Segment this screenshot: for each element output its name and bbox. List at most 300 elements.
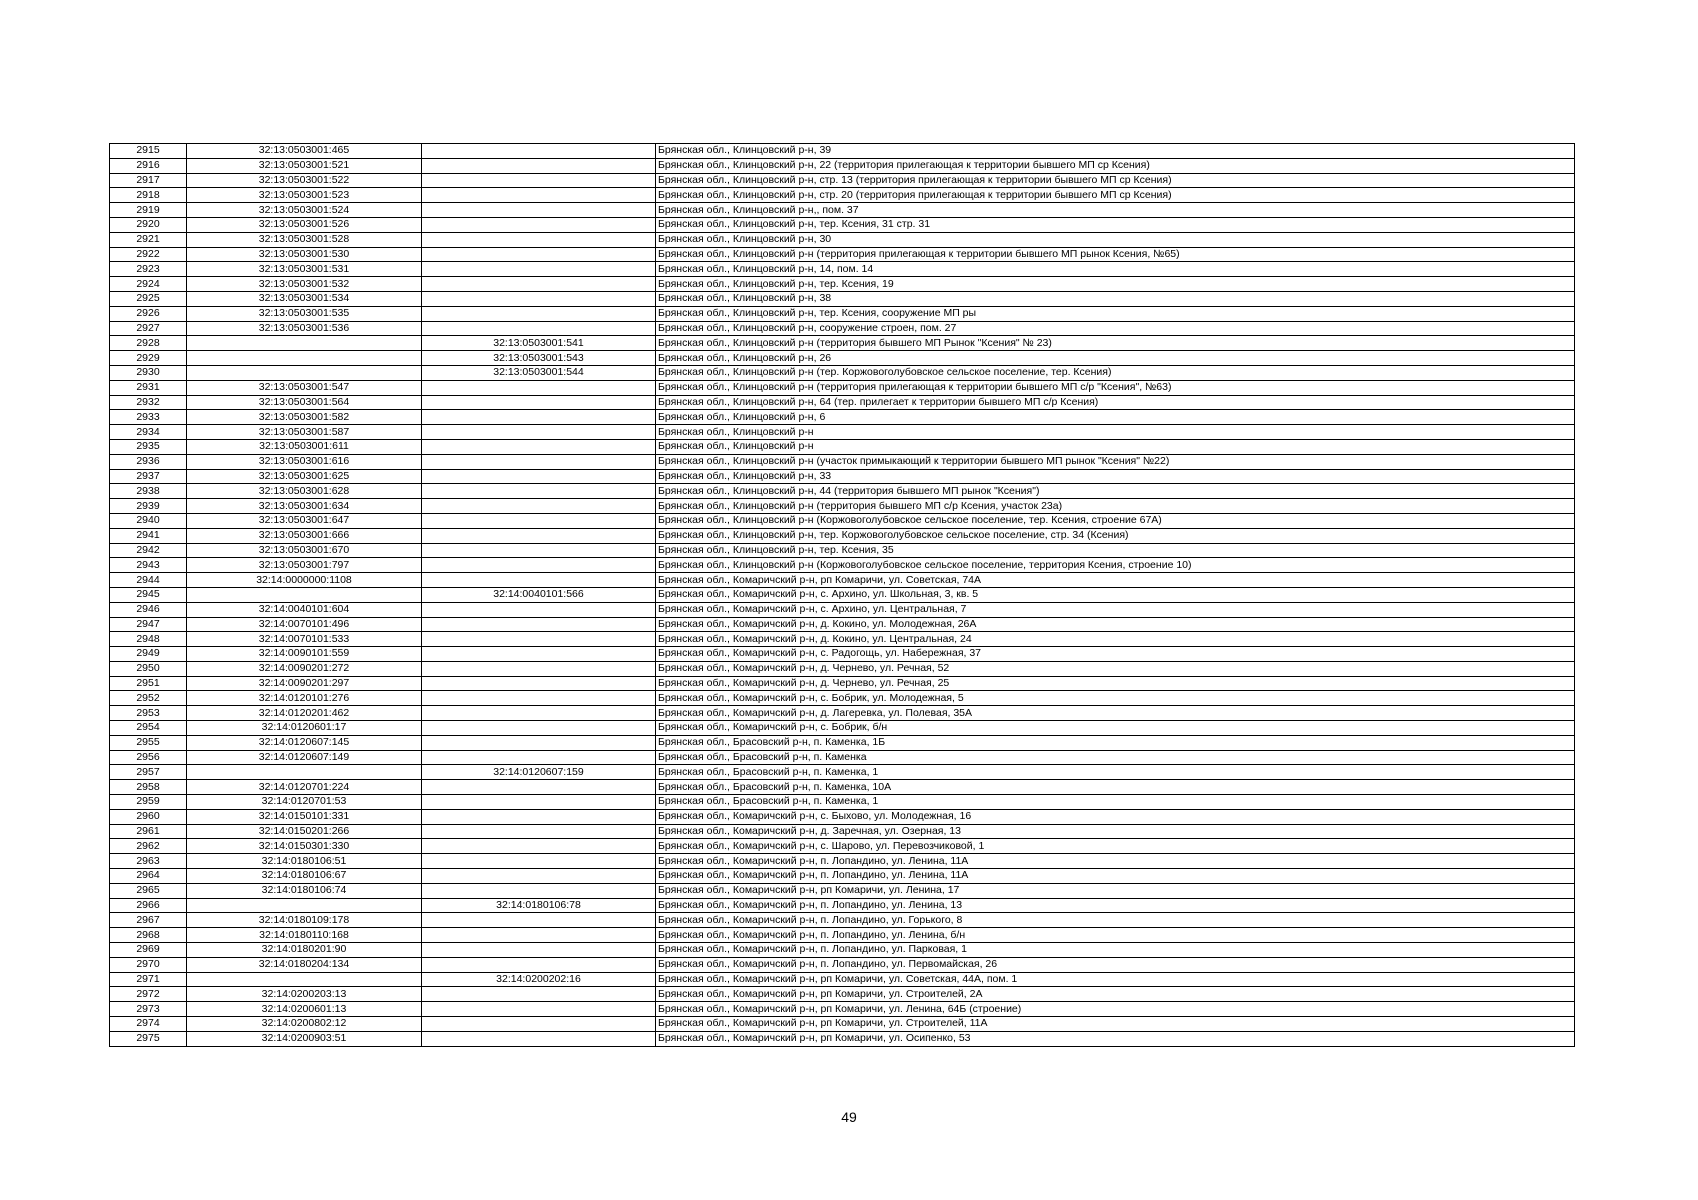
table-row	[110, 632, 1575, 647]
table-row	[110, 410, 1575, 425]
cadastral-number-cell: 32:14:0200802:12	[187, 1017, 422, 1032]
cadastral-number-cell: 32:13:0503001:465	[187, 144, 422, 159]
row-number-cell: 2971	[110, 972, 187, 987]
cadastral-number-alt-cell	[422, 691, 656, 706]
cadastral-number-alt-cell	[422, 277, 656, 292]
address-cell: Брянская обл., Комаричский р-н, п. Лопандино, ул. Ленина, 11А	[656, 854, 1575, 869]
row-number-cell: 2921	[110, 232, 187, 247]
cadastral-number-cell	[187, 972, 422, 987]
cadastral-number-cell: 32:14:0120101:276	[187, 691, 422, 706]
cadastral-number-cell	[187, 898, 422, 913]
table-row	[110, 869, 1575, 884]
cadastral-number-alt-cell	[422, 854, 656, 869]
row-number-cell: 2967	[110, 913, 187, 928]
row-number-cell: 2935	[110, 439, 187, 454]
cadastral-number-cell: 32:14:0090201:297	[187, 676, 422, 691]
cadastral-number-alt-cell	[422, 617, 656, 632]
table-row	[110, 883, 1575, 898]
cadastral-number-alt-cell	[422, 632, 656, 647]
cadastral-number-cell: 32:14:0150301:330	[187, 839, 422, 854]
table-row	[110, 839, 1575, 854]
table-row	[110, 987, 1575, 1002]
address-cell: Брянская обл., Комаричский р-н, с. Быхово, ул. Молодежная, 16	[656, 809, 1575, 824]
row-number-cell: 2940	[110, 513, 187, 528]
cadastral-number-alt-cell	[422, 513, 656, 528]
cadastral-number-cell: 32:14:0040101:604	[187, 602, 422, 617]
address-cell: Брянская обл., Комаричский р-н, с. Бобрик, ул. Молодежная, 5	[656, 691, 1575, 706]
cadastral-number-alt-cell	[422, 528, 656, 543]
address-cell: Брянская обл., Клинцовский р-н,, пом. 37	[656, 203, 1575, 218]
row-number-cell: 2952	[110, 691, 187, 706]
cadastral-number-alt-cell	[422, 484, 656, 499]
cadastral-number-cell: 32:14:0180106:67	[187, 869, 422, 884]
cadastral-number-cell: 32:13:0503001:797	[187, 558, 422, 573]
address-cell: Брянская обл., Клинцовский р-н, 44 (территория бывшего МП рынок "Ксения")	[656, 484, 1575, 499]
address-cell: Брянская обл., Комаричский р-н, д. Чернево, ул. Речная, 52	[656, 661, 1575, 676]
row-number-cell: 2965	[110, 883, 187, 898]
row-number-cell: 2958	[110, 780, 187, 795]
address-cell: Брянская обл., Комаричский р-н, рп Комаричи, ул. Ленина, 17	[656, 883, 1575, 898]
cadastral-number-cell: 32:13:0503001:647	[187, 513, 422, 528]
cadastral-number-cell: 32:14:0180106:74	[187, 883, 422, 898]
cadastral-number-cell: 32:14:0200903:51	[187, 1031, 422, 1046]
row-number-cell: 2953	[110, 706, 187, 721]
row-number-cell: 2962	[110, 839, 187, 854]
address-cell: Брянская обл., Клинцовский р-н (территория прилегающая к территории бывшего МП с/р "Ксения", №63)	[656, 380, 1575, 395]
row-number-cell: 2955	[110, 735, 187, 750]
cadastral-number-alt-cell	[422, 780, 656, 795]
row-number-cell: 2973	[110, 1002, 187, 1017]
table-row	[110, 291, 1575, 306]
row-number-cell: 2915	[110, 144, 187, 159]
cadastral-number-alt-cell	[422, 928, 656, 943]
table-row	[110, 824, 1575, 839]
cadastral-number-alt-cell	[422, 232, 656, 247]
cadastral-number-alt-cell	[422, 395, 656, 410]
address-cell: Брянская обл., Комаричский р-н, п. Лопандино, ул. Ленина, 11А	[656, 869, 1575, 884]
address-cell: Брянская обл., Комаричский р-н, д. Чернево, ул. Речная, 25	[656, 676, 1575, 691]
table-row	[110, 454, 1575, 469]
table-row	[110, 158, 1575, 173]
table-row	[110, 365, 1575, 380]
address-cell: Брянская обл., Клинцовский р-н, тер. Ксения, 31 стр. 31	[656, 217, 1575, 232]
row-number-cell: 2928	[110, 336, 187, 351]
row-number-cell: 2957	[110, 765, 187, 780]
address-cell: Брянская обл., Комаричский р-н, с. Архино, ул. Центральная, 7	[656, 602, 1575, 617]
cadastral-number-alt-cell: 32:14:0180106:78	[422, 898, 656, 913]
row-number-cell: 2932	[110, 395, 187, 410]
cadastral-number-alt-cell	[422, 158, 656, 173]
cadastral-number-cell: 32:13:0503001:536	[187, 321, 422, 336]
address-cell: Брянская обл., Клинцовский р-н	[656, 439, 1575, 454]
row-number-cell: 2938	[110, 484, 187, 499]
address-cell: Брянская обл., Клинцовский р-н (Коржовоголубовское сельское поселение, тер. Ксения, строение 67А)	[656, 513, 1575, 528]
address-cell: Брянская обл., Комаричский р-н, п. Лопандино, ул. Ленина, б/н	[656, 928, 1575, 943]
cadastral-number-alt-cell	[422, 883, 656, 898]
cadastral-number-alt-cell	[422, 469, 656, 484]
table-row	[110, 425, 1575, 440]
address-cell: Брянская обл., Клинцовский р-н, сооружение строен, пом. 27	[656, 321, 1575, 336]
row-number-cell: 2937	[110, 469, 187, 484]
table-row	[110, 854, 1575, 869]
address-cell: Брянская обл., Клинцовский р-н, 39	[656, 144, 1575, 159]
row-number-cell: 2925	[110, 291, 187, 306]
table-row	[110, 513, 1575, 528]
table-row	[110, 661, 1575, 676]
cadastral-number-cell: 32:13:0503001:526	[187, 217, 422, 232]
address-cell: Брянская обл., Клинцовский р-н, 30	[656, 232, 1575, 247]
cadastral-number-cell: 32:13:0503001:535	[187, 306, 422, 321]
table-row	[110, 706, 1575, 721]
row-number-cell: 2934	[110, 425, 187, 440]
address-cell: Брянская обл., Комаричский р-н, рп Комаричи, ул. Строителей, 2А	[656, 987, 1575, 1002]
row-number-cell: 2919	[110, 203, 187, 218]
cadastral-number-alt-cell: 32:14:0200202:16	[422, 972, 656, 987]
row-number-cell: 2948	[110, 632, 187, 647]
row-number-cell: 2923	[110, 262, 187, 277]
cadastral-number-alt-cell	[422, 987, 656, 1002]
cadastral-number-cell: 32:13:0503001:528	[187, 232, 422, 247]
row-number-cell: 2960	[110, 809, 187, 824]
cadastral-number-cell: 32:13:0503001:625	[187, 469, 422, 484]
cadastral-number-cell: 32:14:0180204:134	[187, 957, 422, 972]
address-cell: Брянская обл., Комаричский р-н, с. Архино, ул. Школьная, 3, кв. 5	[656, 587, 1575, 602]
table-row	[110, 1017, 1575, 1032]
table-row	[110, 173, 1575, 188]
table-row	[110, 499, 1575, 514]
table-row	[110, 795, 1575, 810]
table-row	[110, 1002, 1575, 1017]
cadastral-number-cell: 32:13:0503001:670	[187, 543, 422, 558]
row-number-cell: 2959	[110, 795, 187, 810]
table-row	[110, 691, 1575, 706]
table-row	[110, 676, 1575, 691]
row-number-cell: 2974	[110, 1017, 187, 1032]
address-cell: Брянская обл., Клинцовский р-н, 38	[656, 291, 1575, 306]
row-number-cell: 2931	[110, 380, 187, 395]
address-cell: Брянская обл., Комаричский р-н, д. Лагеревка, ул. Полевая, 35А	[656, 706, 1575, 721]
table-row	[110, 780, 1575, 795]
cadastral-number-alt-cell	[422, 809, 656, 824]
cadastral-number-cell: 32:13:0503001:534	[187, 291, 422, 306]
address-cell: Брянская обл., Комаричский р-н, с. Шарово, ул. Перевозчиковой, 1	[656, 839, 1575, 854]
address-cell: Брянская обл., Комаричский р-н, с. Радогощь, ул. Набережная, 37	[656, 647, 1575, 662]
cadastral-number-cell: 32:14:0180110:168	[187, 928, 422, 943]
table-row	[110, 721, 1575, 736]
cadastral-number-cell: 32:14:0120701:224	[187, 780, 422, 795]
row-number-cell: 2942	[110, 543, 187, 558]
address-cell: Брянская обл., Клинцовский р-н, стр. 13 (территория прилегающая к территории бывшего МП ср Ксения)	[656, 173, 1575, 188]
row-number-cell: 2949	[110, 647, 187, 662]
table-row	[110, 336, 1575, 351]
cadastral-number-alt-cell: 32:14:0120607:159	[422, 765, 656, 780]
address-cell: Брянская обл., Клинцовский р-н, стр. 20 (территория прилегающая к территории бывшего МП ср Ксения)	[656, 188, 1575, 203]
row-number-cell: 2969	[110, 943, 187, 958]
address-cell: Брянская обл., Комаричский р-н, п. Лопандино, ул. Первомайская, 26	[656, 957, 1575, 972]
table-row	[110, 262, 1575, 277]
table-row	[110, 144, 1575, 159]
address-cell: Брянская обл., Комаричский р-н, д. Кокино, ул. Молодежная, 26А	[656, 617, 1575, 632]
address-cell: Брянская обл., Клинцовский р-н, 22 (территория прилегающая к территории бывшего МП ср Ксения)	[656, 158, 1575, 173]
address-cell: Брянская обл., Комаричский р-н, д. Заречная, ул. Озерная, 13	[656, 824, 1575, 839]
table-row	[110, 647, 1575, 662]
row-number-cell: 2927	[110, 321, 187, 336]
row-number-cell: 2966	[110, 898, 187, 913]
table-row	[110, 617, 1575, 632]
cadastral-number-cell: 32:13:0503001:524	[187, 203, 422, 218]
cadastral-number-alt-cell	[422, 321, 656, 336]
cadastral-number-alt-cell	[422, 676, 656, 691]
table-row	[110, 469, 1575, 484]
table-row	[110, 321, 1575, 336]
address-cell: Брянская обл., Клинцовский р-н, 6	[656, 410, 1575, 425]
row-number-cell: 2951	[110, 676, 187, 691]
cadastral-number-alt-cell	[422, 943, 656, 958]
address-cell: Брянская обл., Комаричский р-н, рп Комаричи, ул. Осипенко, 53	[656, 1031, 1575, 1046]
address-cell: Брянская обл., Брасовский р-н, п. Каменка, 1Б	[656, 735, 1575, 750]
address-cell: Брянская обл., Клинцовский р-н (Коржовоголубовское сельское поселение, территория Ксения, строение 10)	[656, 558, 1575, 573]
cadastral-number-alt-cell	[422, 247, 656, 262]
address-cell: Брянская обл., Клинцовский р-н, 14, пом. 14	[656, 262, 1575, 277]
cadastral-number-cell: 32:13:0503001:587	[187, 425, 422, 440]
cadastral-number-alt-cell	[422, 188, 656, 203]
cadastral-number-cell: 32:14:0180106:51	[187, 854, 422, 869]
address-cell: Брянская обл., Брасовский р-н, п. Каменка, 10А	[656, 780, 1575, 795]
table-row	[110, 232, 1575, 247]
address-cell: Брянская обл., Клинцовский р-н, тер. Ксения, 19	[656, 277, 1575, 292]
row-number-cell: 2946	[110, 602, 187, 617]
cadastral-number-alt-cell	[422, 306, 656, 321]
address-cell: Брянская обл., Комаричский р-н, рп Комаричи, ул. Советская, 74А	[656, 573, 1575, 588]
cadastral-number-cell: 32:13:0503001:532	[187, 277, 422, 292]
address-cell: Брянская обл., Комаричский р-н, с. Бобрик, б/н	[656, 721, 1575, 736]
cadastral-number-cell: 32:14:0150201:266	[187, 824, 422, 839]
cadastral-number-alt-cell: 32:14:0040101:566	[422, 587, 656, 602]
row-number-cell: 2936	[110, 454, 187, 469]
table-row	[110, 928, 1575, 943]
cadastral-number-cell: 32:13:0503001:616	[187, 454, 422, 469]
cadastral-number-alt-cell	[422, 558, 656, 573]
cadastral-number-cell: 32:14:0090201:272	[187, 661, 422, 676]
cadastral-number-cell: 32:14:0090101:559	[187, 647, 422, 662]
row-number-cell: 2918	[110, 188, 187, 203]
row-number-cell: 2941	[110, 528, 187, 543]
cadastral-number-cell: 32:14:0120607:149	[187, 750, 422, 765]
table-row	[110, 203, 1575, 218]
address-cell: Брянская обл., Клинцовский р-н	[656, 425, 1575, 440]
cadastral-number-cell: 32:14:0150101:331	[187, 809, 422, 824]
address-cell: Брянская обл., Клинцовский р-н, 26	[656, 351, 1575, 366]
cadastral-number-alt-cell: 32:13:0503001:541	[422, 336, 656, 351]
address-cell: Брянская обл., Комаричский р-н, рп Комаричи, ул. Строителей, 11А	[656, 1017, 1575, 1032]
row-number-cell: 2922	[110, 247, 187, 262]
cadastral-number-cell: 32:13:0503001:523	[187, 188, 422, 203]
cadastral-number-cell: 32:13:0503001:521	[187, 158, 422, 173]
table-row	[110, 277, 1575, 292]
table-row	[110, 750, 1575, 765]
address-cell: Брянская обл., Комаричский р-н, п. Лопандино, ул. Парковая, 1	[656, 943, 1575, 958]
table-row	[110, 306, 1575, 321]
table-row	[110, 395, 1575, 410]
table-row	[110, 217, 1575, 232]
cadastral-number-alt-cell: 32:13:0503001:543	[422, 351, 656, 366]
cadastral-number-alt-cell	[422, 1017, 656, 1032]
cadastral-number-cell: 32:14:0120701:53	[187, 795, 422, 810]
row-number-cell: 2917	[110, 173, 187, 188]
table-row	[110, 573, 1575, 588]
table-row	[110, 543, 1575, 558]
cadastral-number-cell: 32:13:0503001:611	[187, 439, 422, 454]
cadastral-number-cell: 32:14:0120607:145	[187, 735, 422, 750]
row-number-cell: 2920	[110, 217, 187, 232]
row-number-cell: 2950	[110, 661, 187, 676]
cadastral-number-cell: 32:13:0503001:531	[187, 262, 422, 277]
cadastral-number-cell: 32:13:0503001:666	[187, 528, 422, 543]
cadastral-number-cell: 32:14:0000000:1108	[187, 573, 422, 588]
row-number-cell: 2933	[110, 410, 187, 425]
cadastral-number-cell: 32:14:0070101:496	[187, 617, 422, 632]
cadastral-number-alt-cell	[422, 735, 656, 750]
cadastral-number-alt-cell	[422, 824, 656, 839]
cadastral-number-cell: 32:14:0200601:13	[187, 1002, 422, 1017]
registry-table	[109, 143, 1575, 1047]
address-cell: Брянская обл., Клинцовский р-н (участок примыкающий к территории бывшего МП рынок "Ксения" №22)	[656, 454, 1575, 469]
row-number-cell: 2930	[110, 365, 187, 380]
row-number-cell: 2926	[110, 306, 187, 321]
row-number-cell: 2939	[110, 499, 187, 514]
table-row	[110, 765, 1575, 780]
table-row	[110, 735, 1575, 750]
cadastral-number-alt-cell	[422, 380, 656, 395]
cadastral-number-cell: 32:14:0120601:17	[187, 721, 422, 736]
address-cell: Брянская обл., Клинцовский р-н, тер. Ксения, 35	[656, 543, 1575, 558]
cadastral-number-cell	[187, 336, 422, 351]
cadastral-number-alt-cell	[422, 454, 656, 469]
cadastral-number-alt-cell	[422, 217, 656, 232]
row-number-cell: 2970	[110, 957, 187, 972]
address-cell: Брянская обл., Клинцовский р-н, 33	[656, 469, 1575, 484]
cadastral-number-alt-cell	[422, 957, 656, 972]
row-number-cell: 2961	[110, 824, 187, 839]
table-row	[110, 439, 1575, 454]
cadastral-number-alt-cell	[422, 869, 656, 884]
cadastral-number-alt-cell	[422, 410, 656, 425]
cadastral-number-alt-cell: 32:13:0503001:544	[422, 365, 656, 380]
table-row	[110, 957, 1575, 972]
cadastral-number-alt-cell	[422, 573, 656, 588]
row-number-cell: 2943	[110, 558, 187, 573]
row-number-cell: 2945	[110, 587, 187, 602]
cadastral-number-alt-cell	[422, 144, 656, 159]
page-number: 49	[841, 1109, 857, 1125]
cadastral-number-alt-cell	[422, 647, 656, 662]
address-cell: Брянская обл., Комаричский р-н, рп Комаричи, ул. Ленина, 64Б (строение)	[656, 1002, 1575, 1017]
address-cell: Брянская обл., Клинцовский р-н (территория бывшего МП с/р Ксения, участок 23а)	[656, 499, 1575, 514]
cadastral-number-alt-cell	[422, 262, 656, 277]
cadastral-number-alt-cell	[422, 439, 656, 454]
table-row	[110, 898, 1575, 913]
registry-table-body	[110, 144, 1575, 1047]
table-row	[110, 484, 1575, 499]
cadastral-number-cell: 32:13:0503001:564	[187, 395, 422, 410]
cadastral-number-alt-cell	[422, 1002, 656, 1017]
table-row	[110, 1031, 1575, 1046]
address-cell: Брянская обл., Клинцовский р-н, тер. Коржовоголубовское сельское поселение, стр. 34 (Ксения)	[656, 528, 1575, 543]
cadastral-number-cell	[187, 365, 422, 380]
cadastral-number-cell: 32:13:0503001:522	[187, 173, 422, 188]
address-cell: Брянская обл., Клинцовский р-н, тер. Ксения, сооружение МП ры	[656, 306, 1575, 321]
cadastral-number-alt-cell	[422, 425, 656, 440]
cadastral-number-cell: 32:14:0180109:178	[187, 913, 422, 928]
cadastral-number-cell: 32:13:0503001:582	[187, 410, 422, 425]
address-cell: Брянская обл., Клинцовский р-н (территория бывшего МП Рынок "Ксения" № 23)	[656, 336, 1575, 351]
cadastral-number-cell: 32:13:0503001:634	[187, 499, 422, 514]
table-row	[110, 351, 1575, 366]
row-number-cell: 2954	[110, 721, 187, 736]
row-number-cell: 2975	[110, 1031, 187, 1046]
cadastral-number-alt-cell	[422, 795, 656, 810]
cadastral-number-alt-cell	[422, 913, 656, 928]
address-cell: Брянская обл., Комаричский р-н, д. Кокино, ул. Центральная, 24	[656, 632, 1575, 647]
cadastral-number-cell: 32:14:0070101:533	[187, 632, 422, 647]
row-number-cell: 2924	[110, 277, 187, 292]
cadastral-number-cell	[187, 351, 422, 366]
table-row	[110, 528, 1575, 543]
row-number-cell: 2972	[110, 987, 187, 1002]
table-row	[110, 247, 1575, 262]
table-row	[110, 913, 1575, 928]
cadastral-number-alt-cell	[422, 1031, 656, 1046]
table-row	[110, 943, 1575, 958]
cadastral-number-cell: 32:13:0503001:530	[187, 247, 422, 262]
table-row	[110, 188, 1575, 203]
cadastral-number-alt-cell	[422, 291, 656, 306]
cadastral-number-alt-cell	[422, 706, 656, 721]
address-cell: Брянская обл., Комаричский р-н, п. Лопандино, ул. Горького, 8	[656, 913, 1575, 928]
table-row	[110, 380, 1575, 395]
row-number-cell: 2956	[110, 750, 187, 765]
table-row	[110, 558, 1575, 573]
row-number-cell: 2944	[110, 573, 187, 588]
cadastral-number-cell: 32:13:0503001:628	[187, 484, 422, 499]
cadastral-number-cell: 32:14:0200203:13	[187, 987, 422, 1002]
address-cell: Брянская обл., Клинцовский р-н (тер. Коржовоголубовское сельское поселение, тер. Ксения)	[656, 365, 1575, 380]
cadastral-number-alt-cell	[422, 499, 656, 514]
address-cell: Брянская обл., Комаричский р-н, рп Комаричи, ул. Советская, 44А, пом. 1	[656, 972, 1575, 987]
address-cell: Брянская обл., Брасовский р-н, п. Каменка, 1	[656, 765, 1575, 780]
row-number-cell: 2963	[110, 854, 187, 869]
table-row	[110, 972, 1575, 987]
cadastral-number-alt-cell	[422, 543, 656, 558]
cadastral-number-cell: 32:14:0120201:462	[187, 706, 422, 721]
cadastral-number-cell	[187, 587, 422, 602]
cadastral-number-alt-cell	[422, 602, 656, 617]
cadastral-number-cell	[187, 765, 422, 780]
row-number-cell: 2964	[110, 869, 187, 884]
cadastral-number-alt-cell	[422, 173, 656, 188]
address-cell: Брянская обл., Брасовский р-н, п. Каменка, 1	[656, 795, 1575, 810]
row-number-cell: 2947	[110, 617, 187, 632]
address-cell: Брянская обл., Комаричский р-н, п. Лопандино, ул. Ленина, 13	[656, 898, 1575, 913]
table-row	[110, 587, 1575, 602]
cadastral-number-cell: 32:14:0180201:90	[187, 943, 422, 958]
row-number-cell: 2929	[110, 351, 187, 366]
row-number-cell: 2916	[110, 158, 187, 173]
cadastral-number-alt-cell	[422, 661, 656, 676]
cadastral-number-alt-cell	[422, 750, 656, 765]
address-cell: Брянская обл., Брасовский р-н, п. Каменка	[656, 750, 1575, 765]
cadastral-number-alt-cell	[422, 203, 656, 218]
